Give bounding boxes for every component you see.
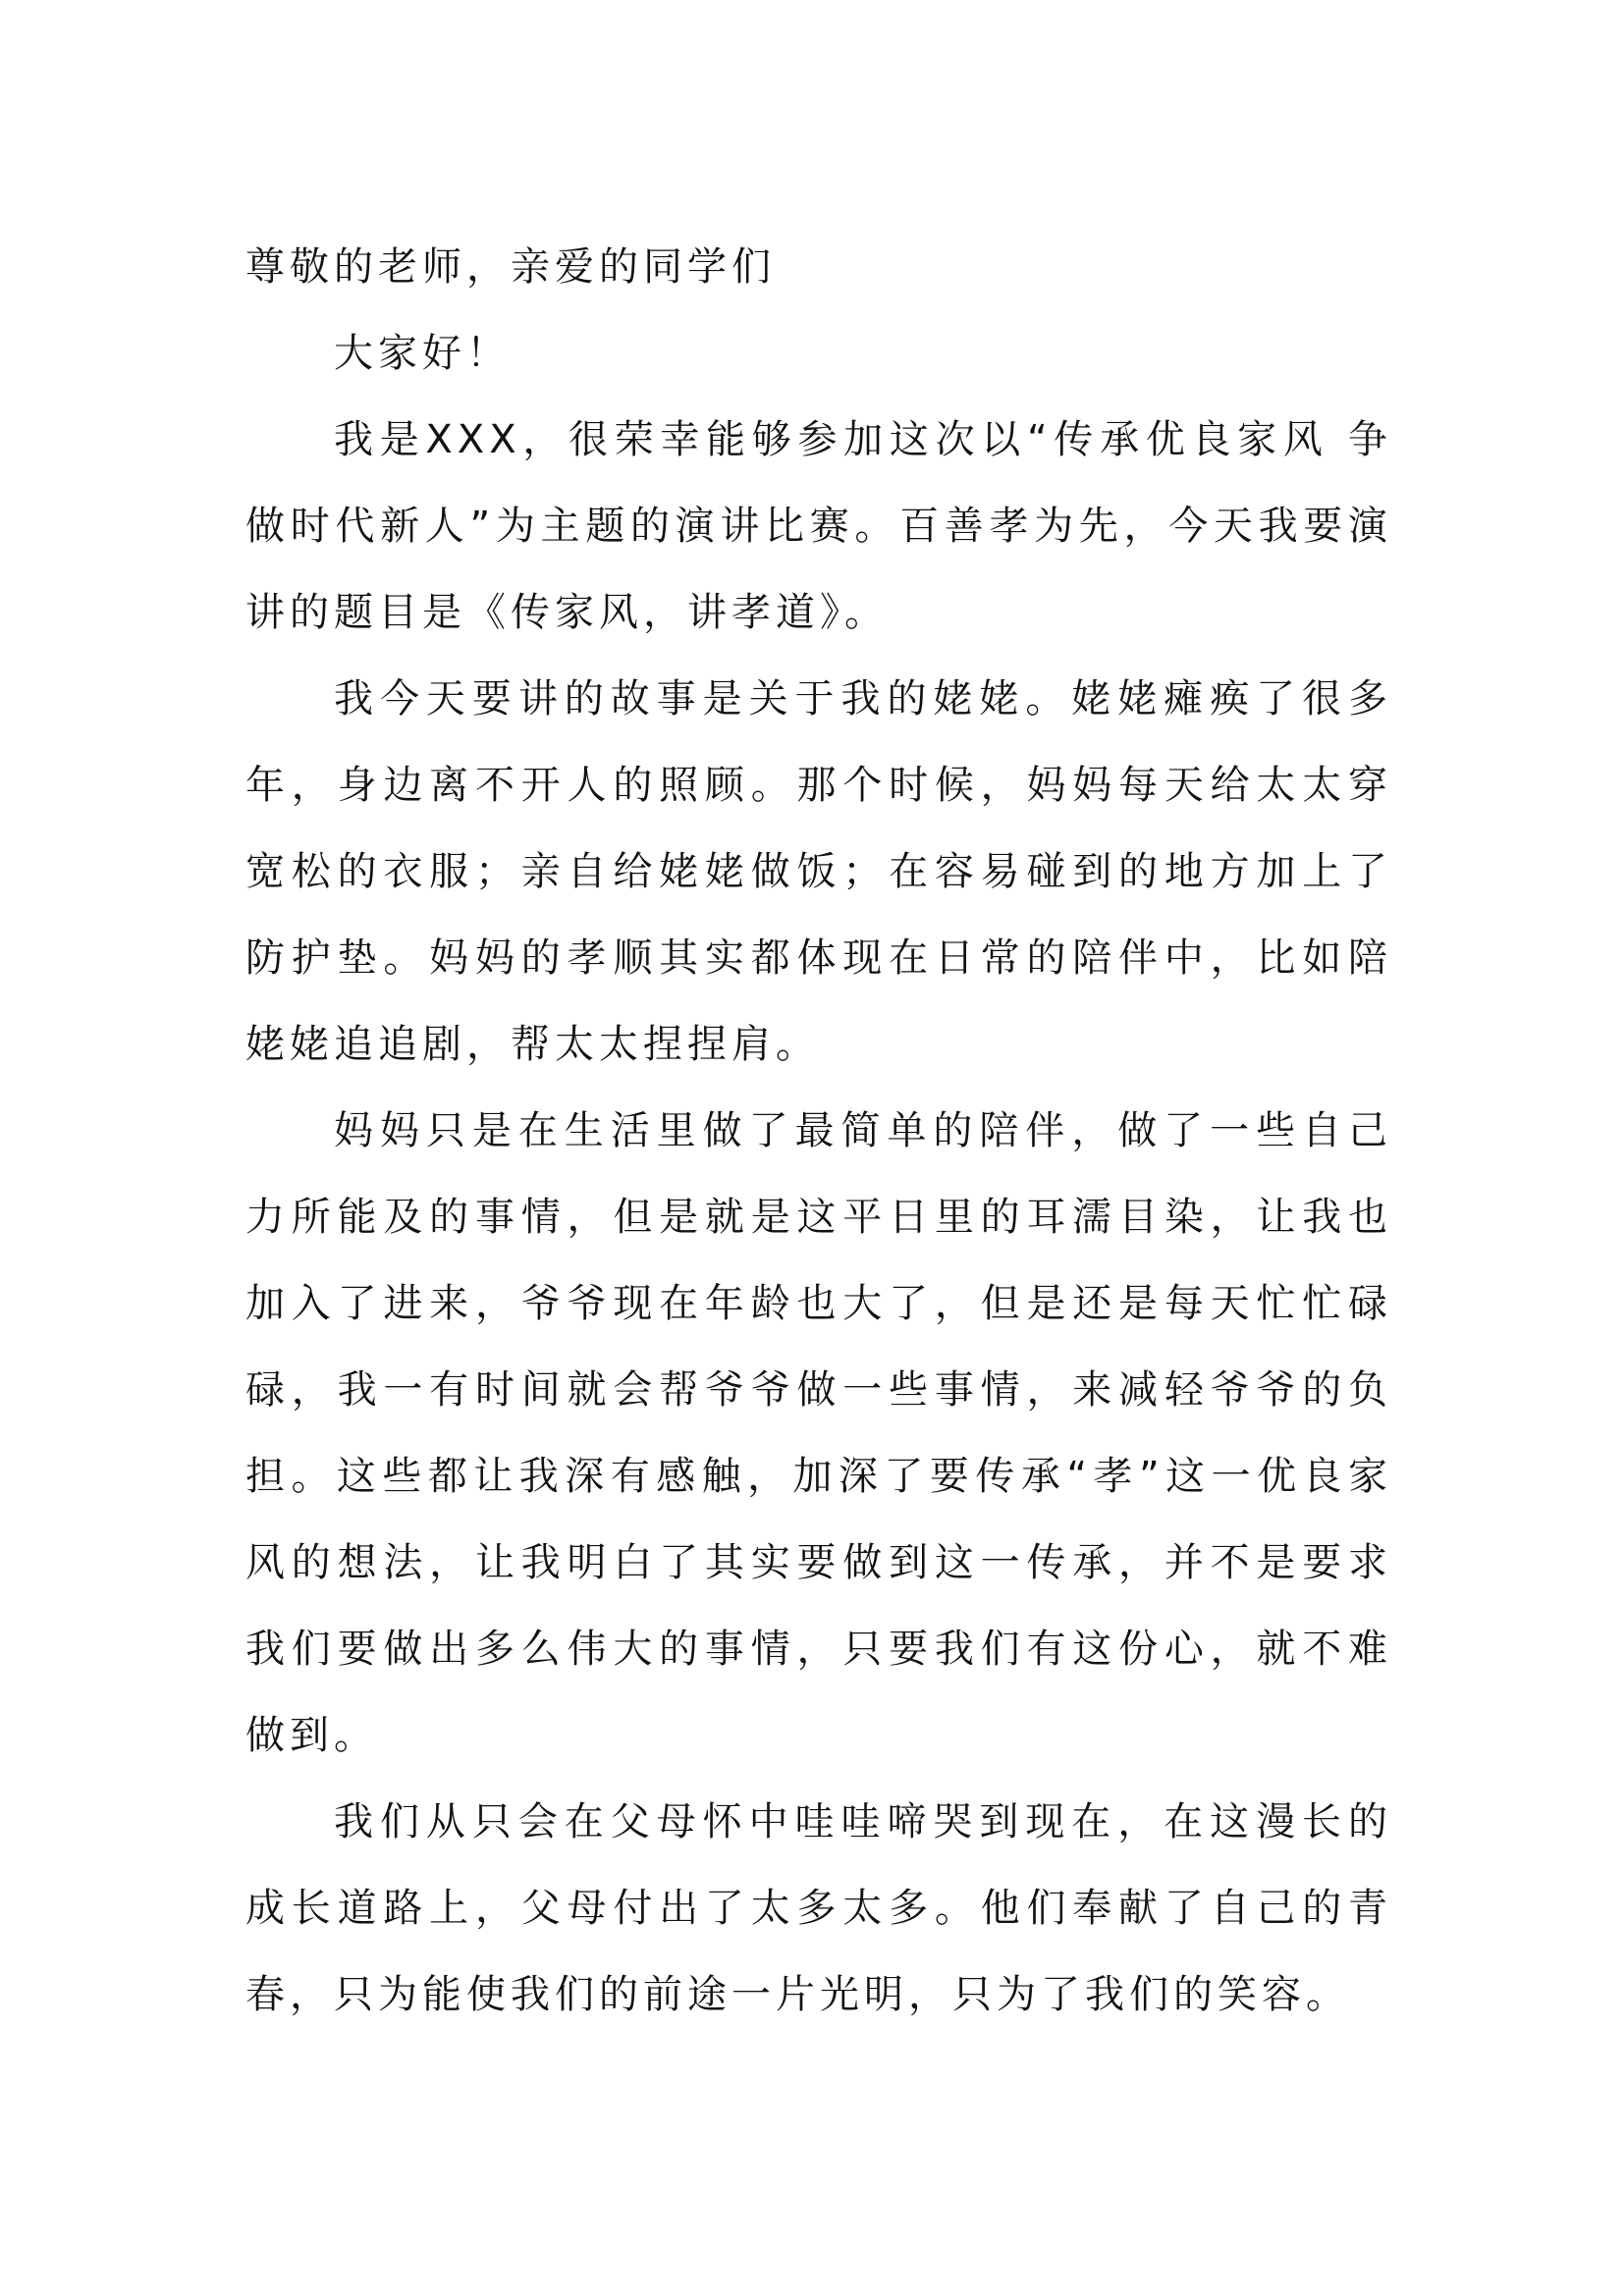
gratitude-paragraph: 我们从只会在父母怀中哇哇啼哭到现在，在这漫长的成长道路上，父母付出了太多太多。他们奉献了自己的青春，只为能使我们的前途一片光明，只为了我们的笑容。 [245, 1799, 1392, 2017]
speech-body [245, 224, 1392, 2038]
greeting-paragraph: 大家好！ [334, 331, 511, 376]
story-paragraph: 我今天要讲的故事是关于我的姥姥。姥姥瘫痪了很多年，身边离不开人的照顾。那个时候，妈妈每天给太太穿宽松的衣服；亲自给姥姥做饭；在容易碰到的地方加上了防护垫。妈妈的孝顺其实都体现在日常的陪伴中，比如陪姥姥追追剧，帮太太捏捏肩。 [245, 676, 1392, 1067]
introduction-paragraph: 我是XXX，很荣幸能够参加这次以“传承优良家风 争做时代新人”为主题的演讲比赛。百善孝为先，今天我要演讲的题目是《传家风，讲孝道》。 [245, 417, 1392, 635]
reflection-paragraph: 妈妈只是在生活里做了最简单的陪伴，做了一些自己力所能及的事情，但是就是这平日里的耳濡目染，让我也加入了进来，爷爷现在年龄也大了，但是还是每天忙忙碌碌，我一有时间就会帮爷爷做一些事情，来减轻爷爷的负担。这些都让我深有感触，加深了要传承“孝”这一优良家风的想法，让我明白了其实要做到这一传承，并不是要求我们要做出多么伟大的事情，只要我们有这份心，就不难做到。 [245, 1108, 1392, 1758]
salutation: 尊敬的老师，亲爱的同学们 [245, 244, 776, 290]
